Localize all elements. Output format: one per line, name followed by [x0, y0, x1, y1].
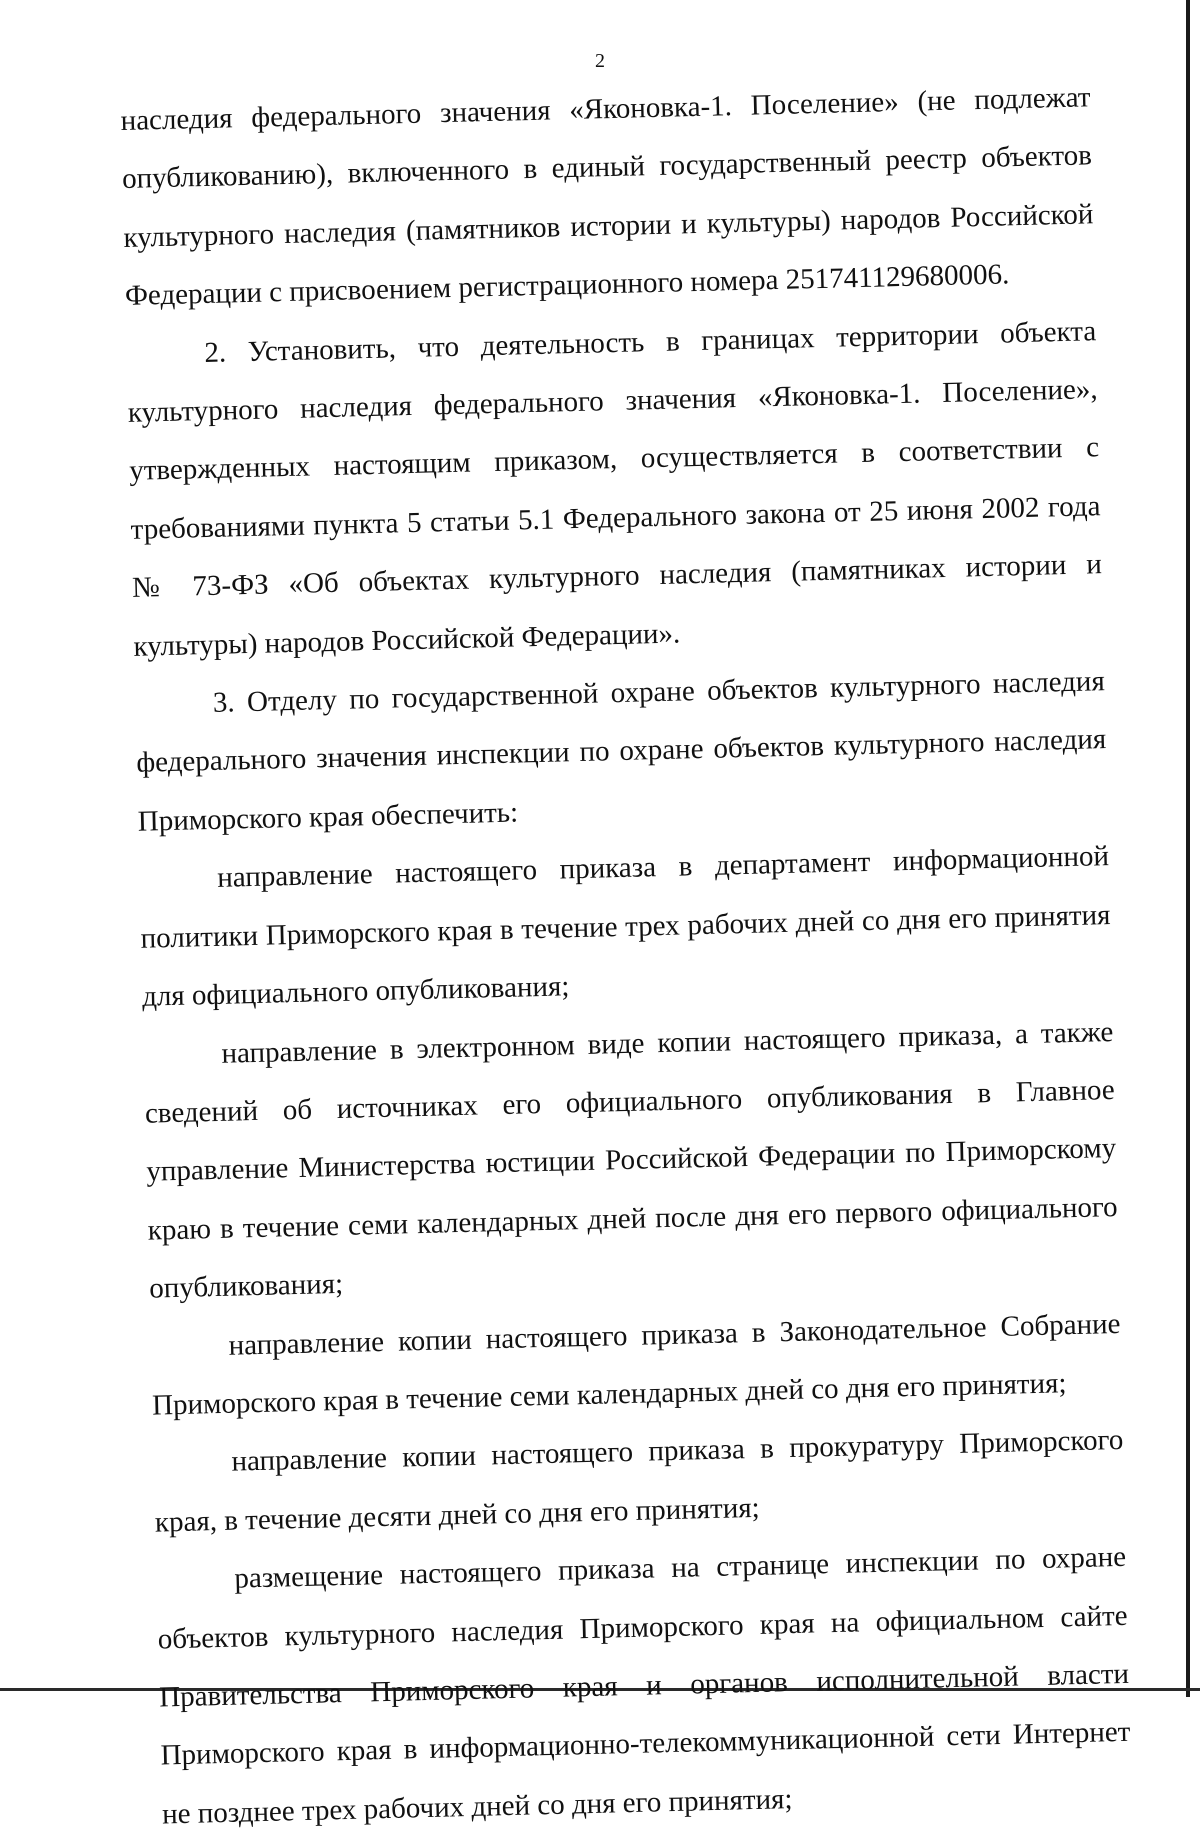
- paragraph-item-3: 3. Отделу по государственной охране объектов культурного наследия федерального значения инспекции по охране объектов культурного наследия Приморского края обеспечить:: [136, 665, 1107, 838]
- paragraph-subitem-3: направление копии настоящего приказа в Законодательное Собрание Приморского края в течение семи календарных дней со дня его принятия;: [151, 1307, 1121, 1422]
- paragraph-subitem-4: направление копии настоящего приказа в прокуратуру Приморского края, в течение десяти дней со дня его принятия;: [154, 1424, 1124, 1539]
- paragraph-subitem-2: направление в электронном виде копии настоящего приказа, а также сведений об источниках его официального опубликования в Главное управление Министерства юстиции Российской Федерации по Приморскому краю в течение семи календарных дней после дня его первого официального опубликования;: [144, 1015, 1118, 1305]
- paragraph-subitem-1: направление настоящего приказа в департамент информационной политики Приморского края в течение трех рабочих дней со дня его принятия для официального опубликования;: [140, 840, 1111, 1013]
- paragraph-subitem-5: размещение настоящего приказа на странице инспекции по охране объектов культурного наследия Приморского края на официальном сайте Правительства Приморского края и органов исполнительной власти Приморского края в информационно-телекоммуникационной сети Интернет не позднее трех рабочих дней со дня его принятия;: [157, 1541, 1131, 1831]
- paragraph-continuation: наследия федерального значения «Яконовка-1. Поселение» (не подлежат опубликованию), включенного в единый государственный реестр объектов культурного наследия (памятников истории и культуры) народов Российской Федерации с присвоением регистрационного номера 251741129680006.: [120, 81, 1094, 313]
- scan-edge-right: [1186, 0, 1190, 1697]
- paragraph-item-2: 2. Установить, что деятельность в границах территории объекта культурного наследия федерального значения «Яконовка-1. Поселение», утвержденных настоящим приказом, осуществляется в соответствии с требованиями пункта 5 статьи 5.1 Федерального закона от 25 июня 2002 года № 73-ФЗ «Об объектах культурного наследия (памятниках истории и культуры) народов Российской Федерации».: [127, 314, 1103, 663]
- page-number: 2: [595, 50, 605, 72]
- document-body: [120, 68, 1133, 1843]
